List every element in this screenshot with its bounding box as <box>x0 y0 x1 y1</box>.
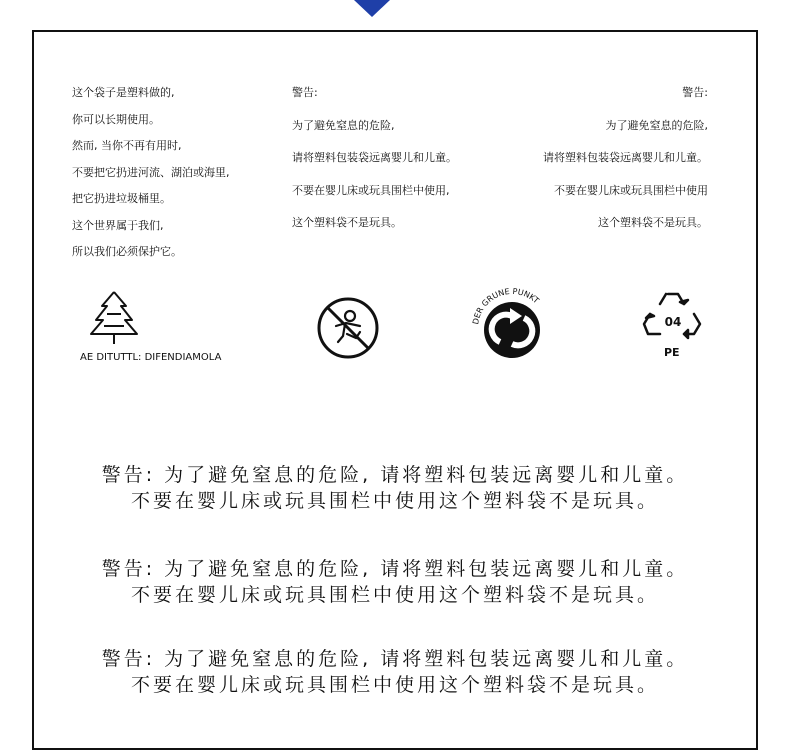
warning-line: 不要在婴儿床或玩具围栏中使用这个塑料袋不是玩具。 <box>130 490 659 512</box>
warning-line: 不要在婴儿床或玩具围栏中使用这个塑料袋不是玩具。 <box>130 674 659 696</box>
warning-line: 警告: 为了避免窒息的危险, 请将塑料包装远离婴儿和儿童。 <box>101 558 689 580</box>
recycle-label: PE <box>664 346 680 359</box>
warning-paragraph-3 <box>0 646 790 698</box>
tree-caption: AE DITUTTL: DIFENDIAMOLA <box>80 352 222 363</box>
top-triangle-marker <box>352 0 392 18</box>
warning-line: 不要在婴儿床或玩具围栏中使用 <box>554 183 708 197</box>
no-baby-icon <box>316 296 380 360</box>
warning-block-middle <box>292 86 457 249</box>
warning-line: 这个塑料袋不是玩具。 <box>598 216 708 229</box>
notice-line: 不要把它扔进河流、湖泊或海里, <box>72 165 230 179</box>
warning-line: 请将塑料包装袋远离婴儿和儿童。 <box>543 151 708 164</box>
warning-line: 这个塑料袋不是玩具。 <box>292 216 402 229</box>
notice-line: 所以我们必须保护它。 <box>72 245 182 258</box>
warning-block-right <box>543 86 708 249</box>
warning-line: 警告: <box>682 86 708 99</box>
warning-line: 为了避免窒息的危险, <box>605 118 708 132</box>
warning-line: 不要在婴儿床或玩具围栏中使用这个塑料袋不是玩具。 <box>130 584 659 606</box>
warning-line: 警告: <box>292 86 318 99</box>
warning-line: 不要在婴儿床或玩具围栏中使用, <box>292 183 450 197</box>
green-dot-icon <box>470 284 554 364</box>
tree-icon <box>88 290 140 346</box>
notice-line: 把它扔进垃圾桶里。 <box>72 192 171 205</box>
warning-paragraph-2 <box>0 556 790 608</box>
warning-line: 警告: 为了避免窒息的危险, 请将塑料包装远离婴儿和儿童。 <box>101 648 689 670</box>
notice-line: 你可以长期使用。 <box>72 112 160 126</box>
notice-line: 这个世界属于我们, <box>72 218 164 232</box>
recycle-icon <box>642 290 704 344</box>
notice-line: 这个袋子是塑料做的, <box>72 86 175 99</box>
notice-line: 然而, 当你不再有用时, <box>72 139 182 152</box>
warning-line: 警告: 为了避免窒息的危险, 请将塑料包装远离婴儿和儿童。 <box>101 464 689 486</box>
warning-line: 为了避免窒息的危险, <box>292 118 395 132</box>
green-dot-text: DER GRUNE PUNKT <box>471 286 541 326</box>
warning-paragraph-1 <box>0 462 790 514</box>
warning-line: 请将塑料包装袋远离婴儿和儿童。 <box>292 151 457 164</box>
recycle-number: 04 <box>664 315 682 329</box>
environment-notice <box>72 86 230 272</box>
